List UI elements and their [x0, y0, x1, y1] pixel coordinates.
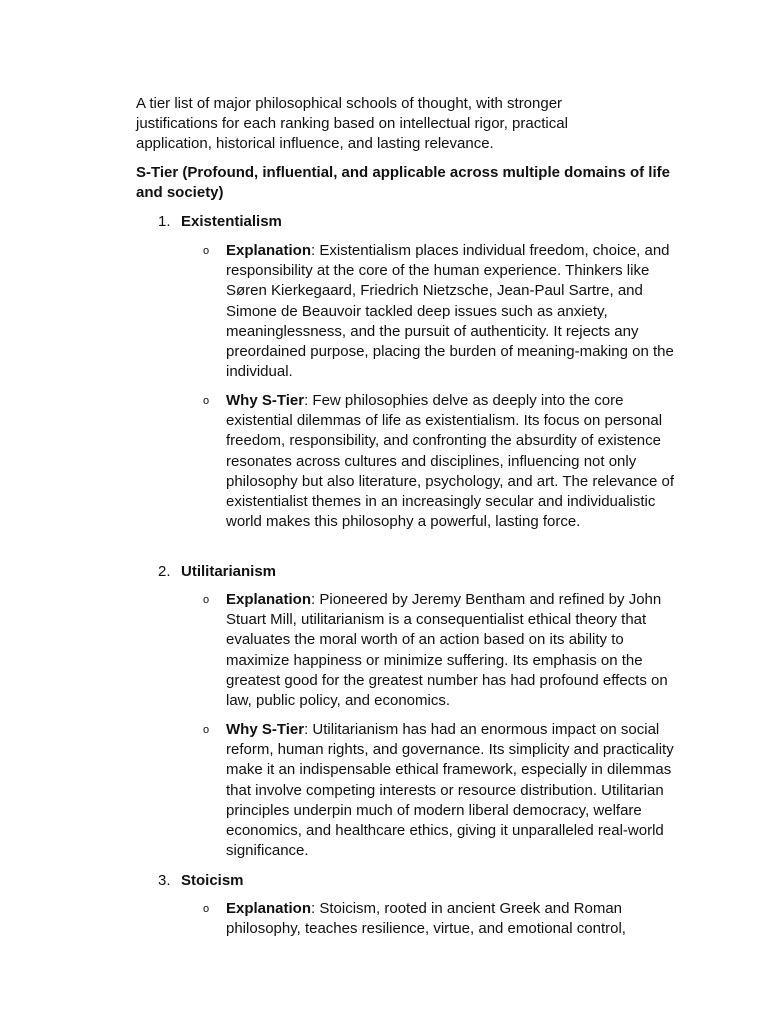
list-item-title: Utilitarianism — [181, 563, 277, 580]
list-item-number: 1. — [158, 213, 171, 230]
bullet-body: : Pioneered by Jeremy Bentham and refined by John Stuart Mill, utilitarianism is a consequentialist ethical theory that evaluates the moral worth of an action based on its ability to maximize happiness or minimize suffering. Its emphasis on the greatest good for the greatest number has had profound effects on law, public policy, and economics. — [226, 591, 668, 710]
bullet-marker: o — [203, 594, 210, 606]
bullet-label: Explanation — [226, 900, 312, 917]
bullet-label: Why S-Tier — [226, 721, 305, 738]
bullet-text — [226, 720, 681, 861]
list-item-title: Existentialism — [181, 213, 282, 230]
bullet-body: : Utilitarianism has had an enormous impact on social reform, human rights, and governance. Its simplicity and practicality make it an indispensable ethical framework, especially in dilemmas that involve competing interests or resource distribution. Utilitarian principles underpin much of modern liberal democracy, welfare economics, and healthcare ethics, giving it unparalleled real-world significance. — [226, 721, 674, 860]
bullet-text — [226, 590, 681, 711]
bullet-marker: o — [203, 395, 210, 407]
bullet-body: : Few philosophies delve as deeply into the core existential dilemmas of life as existentialism. Its focus on personal freedom, responsibility, and confronting the absurdity of existence resonates across cultures and disciplines, influencing not only philosophy but also literature, psychology, and art. The relevance of existentialist themes in an increasingly secular and individualistic world makes this philosophy a powerful, lasting force. — [226, 392, 675, 531]
bullet-text — [226, 241, 681, 382]
bullet-text — [226, 391, 681, 532]
bullet-marker: o — [203, 245, 210, 257]
bullet-body: : Stoicism, rooted in ancient Greek and Roman philosophy, teaches resilience, virtue, and emotional control, — [226, 900, 626, 938]
bullet-marker: o — [203, 724, 210, 736]
bullet-marker: o — [203, 903, 210, 915]
list-item-number: 3. — [158, 872, 171, 889]
bullet-label: Explanation — [226, 242, 312, 259]
intro-paragraph: A tier list of major philosophical schools of thought, with stronger justifications for each ranking based on intellectual rigor, practical application, historical influence, and lasting relevance. — [136, 95, 568, 152]
list-item-number: 2. — [158, 563, 171, 580]
tier-heading: S-Tier (Profound, influential, and applicable across multiple domains of life and society) — [136, 164, 670, 201]
bullet-label: Why S-Tier — [226, 392, 305, 409]
bullet-label: Explanation — [226, 591, 312, 608]
bullet-body: : Existentialism places individual freedom, choice, and responsibility at the core of the human experience. Thinkers like Søren Kierkegaard, Friedrich Nietzsche, Jean-Paul Sartre, and Simone de Beauvoir tackled deep issues such as anxiety, meaninglessness, and the pursuit of authenticity. It rejects any preordained purpose, placing the burden of meaning-making on the individual. — [226, 242, 674, 381]
bullet-text — [226, 899, 681, 939]
list-item-title: Stoicism — [181, 872, 244, 889]
